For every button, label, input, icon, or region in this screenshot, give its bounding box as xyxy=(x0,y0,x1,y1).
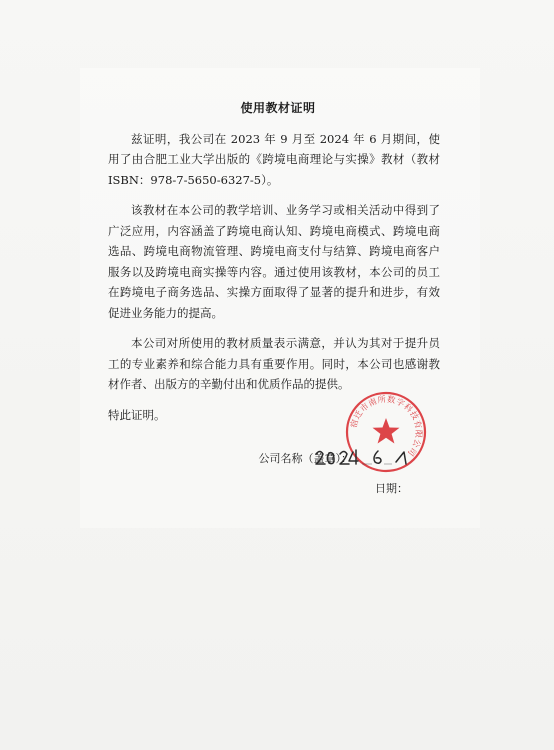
document-title: 使用教材证明 xyxy=(240,101,316,115)
company-name-label: 公司名称（盖章）： xyxy=(258,452,352,465)
closing-statement: 特此证明。 xyxy=(108,407,166,422)
paragraph-1: 兹证明，我公司在 2023 年 9 月至 2024 年 6 月期间，使用了由合肥工业大学出版的《跨境电商理论与实操》教材（教材 ISBN：978-7-5650-6327-5）。 xyxy=(108,131,440,187)
paragraph-2: 该教材在本公司的教学培训、业务学习或相关活动中得到了广泛应用，内容涵盖了跨境电商认知、跨境电商模式、跨境电商选品、跨境电商物流管理、跨境电商支付与结算、跨境电商客户服务以及跨境电商实操等内容。通过使用该教材，本公司的员工在跨境电子商务选品、实操方面取得了显著的提升和进步，有效促进业务能力的提高。 xyxy=(108,203,440,320)
paragraph-3: 本公司对所使用的教材质量表示满意，并认为其对于提升员工的专业素养和综合能力具有重要作用。同时，本公司也感谢教材作者、出版方的辛勤付出和优质作品的提供。 xyxy=(108,336,440,391)
date-label: 日期： xyxy=(375,482,408,495)
handwritten-date-signature xyxy=(312,444,422,472)
star-icon xyxy=(373,418,400,444)
seal-text: 宿迁市南所数字科技有限公司 xyxy=(348,393,425,459)
